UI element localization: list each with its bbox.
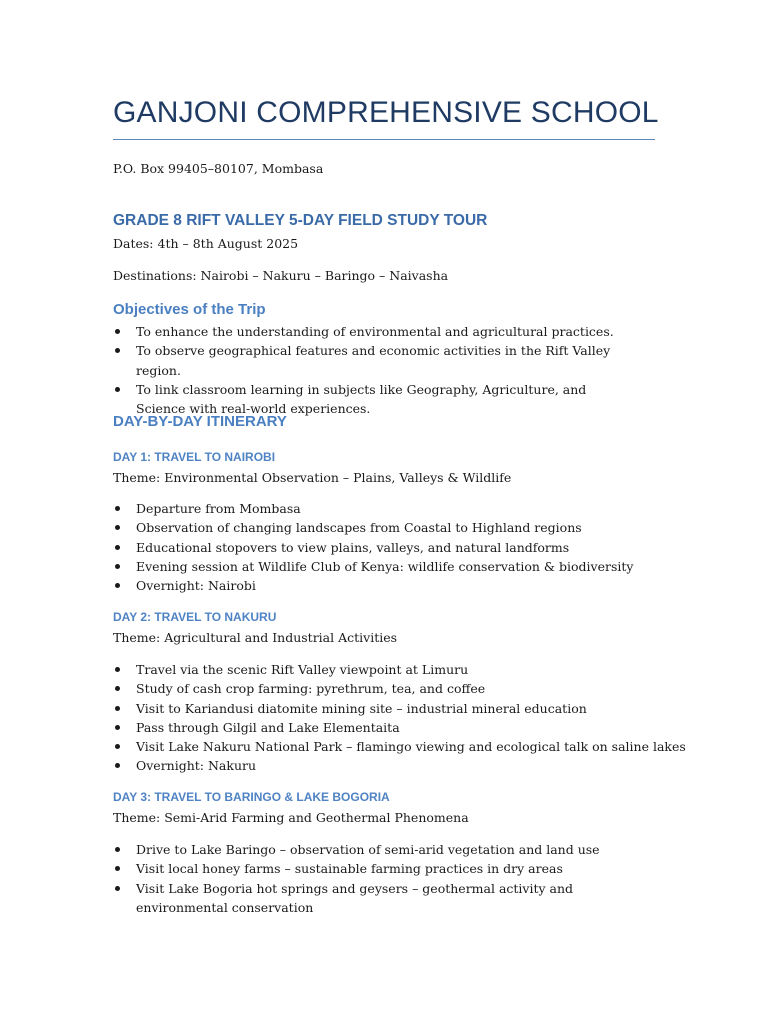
- day-1-list: [113, 499, 658, 595]
- day-2-title: DAY 2: TRAVEL TO NAKURU: [113, 610, 277, 624]
- day-3-title: DAY 3: TRAVEL TO BARINGO & LAKE BOGORIA: [113, 790, 390, 804]
- tour-dates: Dates: 4th – 8th August 2025: [113, 236, 299, 251]
- day-3-list: [113, 840, 658, 917]
- day-1-title: DAY 1: TRAVEL TO NAIROBI: [113, 450, 276, 464]
- tour-destinations: Destinations: Nairobi – Nakuru – Baringo – Naivasha: [113, 268, 449, 283]
- list-item: Study of cash crop farming: pyrethrum, tea, and coffee: [113, 679, 658, 698]
- list-item: Evening session at Wildlife Club of Kenya: wildlife conservation & biodiversity: [113, 557, 658, 576]
- list-item: Overnight: Nakuru: [113, 756, 658, 775]
- day-2-theme: Theme: Agricultural and Industrial Activities: [113, 630, 398, 645]
- list-item: Travel via the scenic Rift Valley viewpoint at Limuru: [113, 660, 658, 679]
- list-item: To enhance the understanding of environmental and agricultural practices.: [113, 322, 658, 341]
- objectives-list: [113, 322, 658, 418]
- tour-title: GRADE 8 RIFT VALLEY 5-DAY FIELD STUDY TOUR: [113, 212, 488, 229]
- day-2-list: [113, 660, 686, 776]
- list-item: Visit Lake Bogoria hot springs and geysers – geothermal activity and environmental conservation: [113, 879, 636, 918]
- list-item: Visit local honey farms – sustainable farming practices in dry areas: [113, 859, 658, 878]
- list-item: To link classroom learning in subjects like Geography, Agriculture, and Science with real-world experiences.: [113, 380, 636, 419]
- day-1-theme: Theme: Environmental Observation – Plains, Valleys & Wildlife: [113, 470, 512, 485]
- list-item: Drive to Lake Baringo – observation of semi-arid vegetation and land use: [113, 840, 658, 859]
- list-item: Overnight: Nairobi: [113, 576, 658, 595]
- itinerary-heading: DAY-BY-DAY ITINERARY: [113, 413, 287, 430]
- day-3-theme: Theme: Semi-Arid Farming and Geothermal Phenomena: [113, 810, 469, 825]
- list-item: Visit Lake Nakuru National Park – flamingo viewing and ecological talk on saline lakes: [113, 737, 696, 756]
- list-item: Observation of changing landscapes from Coastal to Highland regions: [113, 518, 658, 537]
- list-item: Pass through Gilgil and Lake Elementaita: [113, 718, 658, 737]
- list-item: Educational stopovers to view plains, valleys, and natural landforms: [113, 538, 658, 557]
- objectives-heading: Objectives of the Trip: [113, 301, 266, 318]
- school-address: P.O. Box 99405–80107, Mombasa: [113, 161, 324, 176]
- list-item: Visit to Kariandusi diatomite mining site – industrial mineral education: [113, 699, 658, 718]
- title-divider: [113, 139, 655, 140]
- list-item: Departure from Mombasa: [113, 499, 658, 518]
- school-name: GANJONI COMPREHENSIVE SCHOOL: [113, 96, 659, 129]
- list-item: To observe geographical features and economic activities in the Rift Valley region.: [113, 341, 658, 380]
